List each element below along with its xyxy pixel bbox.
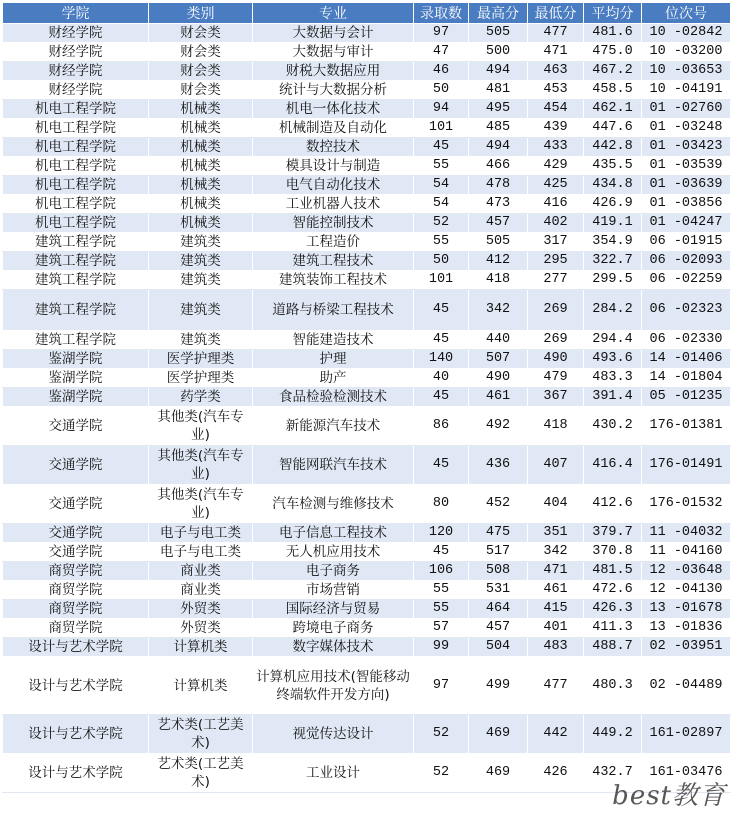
- cell-category: 机械类: [149, 195, 253, 214]
- cell-rank: 13 -01678: [642, 600, 731, 619]
- cell-college: 建筑工程学院: [3, 252, 149, 271]
- cell-rank: 01 -03639: [642, 176, 731, 195]
- cell-max-score: 478: [469, 176, 528, 195]
- table-row: [3, 100, 731, 119]
- cell-avg-score: 462.1: [584, 100, 642, 119]
- cell-major: 建筑工程技术: [253, 252, 414, 271]
- header-avg-score: 平均分: [584, 3, 642, 24]
- cell-category: 药学类: [149, 388, 253, 407]
- cell-rank: 02 -03951: [642, 638, 731, 657]
- cell-major: 电气自动化技术: [253, 176, 414, 195]
- cell-avg-score: 294.4: [584, 331, 642, 350]
- cell-max-score: 461: [469, 388, 528, 407]
- cell-rank: 02 -04489: [642, 657, 731, 715]
- cell-category: 建筑类: [149, 290, 253, 331]
- cell-major: 国际经济与贸易: [253, 600, 414, 619]
- cell-min-score: 461: [528, 581, 584, 600]
- cell-max-score: 504: [469, 638, 528, 657]
- cell-max-score: 517: [469, 543, 528, 562]
- cell-admitted: 40: [414, 369, 469, 388]
- cell-avg-score: 426.9: [584, 195, 642, 214]
- cell-major: 计算机应用技术(智能移动终端软件开发方向): [253, 657, 414, 715]
- cell-rank: 176-01532: [642, 485, 731, 524]
- table-row: [3, 715, 731, 754]
- cell-admitted: 120: [414, 524, 469, 543]
- cell-category: 艺术类(工艺美术): [149, 715, 253, 754]
- cell-min-score: 453: [528, 81, 584, 100]
- cell-major: 智能网联汽车技术: [253, 446, 414, 485]
- cell-rank: 01 -04247: [642, 214, 731, 233]
- cell-college: 商贸学院: [3, 600, 149, 619]
- cell-avg-score: 430.2: [584, 407, 642, 446]
- cell-rank: 12 -03648: [642, 562, 731, 581]
- cell-avg-score: 354.9: [584, 233, 642, 252]
- cell-avg-score: 475.0: [584, 43, 642, 62]
- cell-category: 建筑类: [149, 271, 253, 290]
- cell-rank: 176-01381: [642, 407, 731, 446]
- cell-category: 机械类: [149, 138, 253, 157]
- cell-min-score: 442: [528, 715, 584, 754]
- cell-admitted: 94: [414, 100, 469, 119]
- cell-avg-score: 391.4: [584, 388, 642, 407]
- cell-max-score: 466: [469, 157, 528, 176]
- cell-rank: 06 -02093: [642, 252, 731, 271]
- table-row: [3, 24, 731, 43]
- cell-admitted: 52: [414, 754, 469, 793]
- cell-admitted: 55: [414, 233, 469, 252]
- cell-category: 财会类: [149, 62, 253, 81]
- cell-max-score: 500: [469, 43, 528, 62]
- cell-major: 电子商务: [253, 562, 414, 581]
- cell-min-score: 463: [528, 62, 584, 81]
- cell-category: 外贸类: [149, 600, 253, 619]
- cell-category: 电子与电工类: [149, 543, 253, 562]
- cell-category: 计算机类: [149, 638, 253, 657]
- cell-admitted: 86: [414, 407, 469, 446]
- cell-major: 助产: [253, 369, 414, 388]
- table-row: [3, 271, 731, 290]
- cell-college: 交通学院: [3, 543, 149, 562]
- cell-college: 建筑工程学院: [3, 331, 149, 350]
- cell-college: 建筑工程学院: [3, 290, 149, 331]
- cell-admitted: 45: [414, 331, 469, 350]
- table-row: [3, 485, 731, 524]
- cell-admitted: 55: [414, 157, 469, 176]
- cell-admitted: 55: [414, 600, 469, 619]
- cell-admitted: 101: [414, 271, 469, 290]
- cell-min-score: 367: [528, 388, 584, 407]
- table-row: [3, 252, 731, 271]
- cell-avg-score: 426.3: [584, 600, 642, 619]
- cell-min-score: 269: [528, 290, 584, 331]
- cell-max-score: 499: [469, 657, 528, 715]
- cell-college: 交通学院: [3, 485, 149, 524]
- cell-min-score: 415: [528, 600, 584, 619]
- cell-max-score: 492: [469, 407, 528, 446]
- cell-college: 机电工程学院: [3, 195, 149, 214]
- cell-admitted: 52: [414, 214, 469, 233]
- cell-admitted: 97: [414, 24, 469, 43]
- cell-admitted: 47: [414, 43, 469, 62]
- cell-max-score: 440: [469, 331, 528, 350]
- cell-college: 机电工程学院: [3, 100, 149, 119]
- cell-min-score: 295: [528, 252, 584, 271]
- cell-college: 鉴湖学院: [3, 369, 149, 388]
- cell-category: 建筑类: [149, 331, 253, 350]
- cell-rank: 06 -02259: [642, 271, 731, 290]
- cell-max-score: 464: [469, 600, 528, 619]
- cell-rank: 10 -04191: [642, 81, 731, 100]
- cell-admitted: 45: [414, 543, 469, 562]
- table-row: [3, 157, 731, 176]
- cell-min-score: 490: [528, 350, 584, 369]
- table-row: [3, 119, 731, 138]
- cell-max-score: 469: [469, 715, 528, 754]
- cell-major: 新能源汽车技术: [253, 407, 414, 446]
- cell-admitted: 52: [414, 715, 469, 754]
- cell-min-score: 404: [528, 485, 584, 524]
- cell-min-score: 418: [528, 407, 584, 446]
- cell-category: 机械类: [149, 100, 253, 119]
- cell-college: 鉴湖学院: [3, 388, 149, 407]
- cell-max-score: 505: [469, 233, 528, 252]
- cell-admitted: 54: [414, 195, 469, 214]
- cell-admitted: 99: [414, 638, 469, 657]
- cell-major: 视觉传达设计: [253, 715, 414, 754]
- table-row: [3, 81, 731, 100]
- cell-college: 机电工程学院: [3, 138, 149, 157]
- table-row: [3, 233, 731, 252]
- table-row: [3, 195, 731, 214]
- table-row: [3, 638, 731, 657]
- cell-rank: 06 -02330: [642, 331, 731, 350]
- cell-admitted: 45: [414, 290, 469, 331]
- cell-avg-score: 434.8: [584, 176, 642, 195]
- cell-major: 数控技术: [253, 138, 414, 157]
- cell-category: 外贸类: [149, 619, 253, 638]
- cell-admitted: 140: [414, 350, 469, 369]
- cell-college: 财经学院: [3, 81, 149, 100]
- cell-min-score: 351: [528, 524, 584, 543]
- cell-rank: 06 -02323: [642, 290, 731, 331]
- cell-rank: 06 -01915: [642, 233, 731, 252]
- cell-max-score: 418: [469, 271, 528, 290]
- cell-admitted: 50: [414, 81, 469, 100]
- cell-rank: 11 -04160: [642, 543, 731, 562]
- cell-category: 其他类(汽车专业): [149, 407, 253, 446]
- cell-min-score: 425: [528, 176, 584, 195]
- cell-max-score: 481: [469, 81, 528, 100]
- cell-category: 其他类(汽车专业): [149, 446, 253, 485]
- cell-category: 其他类(汽车专业): [149, 485, 253, 524]
- cell-college: 商贸学院: [3, 619, 149, 638]
- cell-college: 财经学院: [3, 24, 149, 43]
- cell-avg-score: 467.2: [584, 62, 642, 81]
- cell-admitted: 80: [414, 485, 469, 524]
- cell-min-score: 342: [528, 543, 584, 562]
- table-row: [3, 138, 731, 157]
- cell-category: 医学护理类: [149, 350, 253, 369]
- table-row: [3, 619, 731, 638]
- cell-max-score: 436: [469, 446, 528, 485]
- cell-min-score: 477: [528, 657, 584, 715]
- cell-major: 工业设计: [253, 754, 414, 793]
- cell-college: 设计与艺术学院: [3, 657, 149, 715]
- cell-min-score: 477: [528, 24, 584, 43]
- cell-major: 大数据与审计: [253, 43, 414, 62]
- cell-category: 电子与电工类: [149, 524, 253, 543]
- cell-category: 艺术类(工艺美术): [149, 754, 253, 793]
- cell-major: 工业机器人技术: [253, 195, 414, 214]
- table-row: [3, 350, 731, 369]
- cell-college: 设计与艺术学院: [3, 754, 149, 793]
- cell-major: 护理: [253, 350, 414, 369]
- cell-major: 跨境电子商务: [253, 619, 414, 638]
- cell-admitted: 46: [414, 62, 469, 81]
- cell-admitted: 55: [414, 581, 469, 600]
- cell-college: 交通学院: [3, 407, 149, 446]
- header-rank: 位次号: [642, 3, 731, 24]
- cell-rank: 12 -04130: [642, 581, 731, 600]
- cell-admitted: 45: [414, 138, 469, 157]
- cell-max-score: 473: [469, 195, 528, 214]
- cell-max-score: 508: [469, 562, 528, 581]
- cell-college: 建筑工程学院: [3, 271, 149, 290]
- cell-college: 商贸学院: [3, 581, 149, 600]
- cell-avg-score: 493.6: [584, 350, 642, 369]
- table-row: [3, 331, 731, 350]
- cell-max-score: 452: [469, 485, 528, 524]
- cell-max-score: 495: [469, 100, 528, 119]
- cell-rank: 05 -01235: [642, 388, 731, 407]
- cell-college: 交通学院: [3, 524, 149, 543]
- cell-max-score: 494: [469, 138, 528, 157]
- table-row: [3, 524, 731, 543]
- cell-category: 财会类: [149, 43, 253, 62]
- cell-rank: 14 -01406: [642, 350, 731, 369]
- cell-major: 无人机应用技术: [253, 543, 414, 562]
- cell-admitted: 50: [414, 252, 469, 271]
- cell-college: 交通学院: [3, 446, 149, 485]
- cell-college: 鉴湖学院: [3, 350, 149, 369]
- cell-max-score: 475: [469, 524, 528, 543]
- cell-avg-score: 379.7: [584, 524, 642, 543]
- cell-college: 机电工程学院: [3, 157, 149, 176]
- cell-category: 商业类: [149, 581, 253, 600]
- header-major: 专业: [253, 3, 414, 24]
- cell-avg-score: 481.5: [584, 562, 642, 581]
- table-row: [3, 176, 731, 195]
- cell-max-score: 490: [469, 369, 528, 388]
- cell-major: 工程造价: [253, 233, 414, 252]
- cell-avg-score: 488.7: [584, 638, 642, 657]
- cell-major: 模具设计与制造: [253, 157, 414, 176]
- header-admitted: 录取数: [414, 3, 469, 24]
- table-row: [3, 43, 731, 62]
- cell-avg-score: 370.8: [584, 543, 642, 562]
- table-row: [3, 214, 731, 233]
- cell-min-score: 483: [528, 638, 584, 657]
- cell-major: 机械制造及自动化: [253, 119, 414, 138]
- table-row: [3, 657, 731, 715]
- cell-min-score: 429: [528, 157, 584, 176]
- cell-college: 设计与艺术学院: [3, 715, 149, 754]
- cell-major: 机电一体化技术: [253, 100, 414, 119]
- cell-min-score: 471: [528, 43, 584, 62]
- cell-avg-score: 416.4: [584, 446, 642, 485]
- cell-major: 建筑装饰工程技术: [253, 271, 414, 290]
- table-row: [3, 581, 731, 600]
- table-row: [3, 407, 731, 446]
- cell-rank: 13 -01836: [642, 619, 731, 638]
- cell-major: 道路与桥梁工程技术: [253, 290, 414, 331]
- cell-avg-score: 432.7: [584, 754, 642, 793]
- cell-avg-score: 483.3: [584, 369, 642, 388]
- cell-max-score: 457: [469, 619, 528, 638]
- table-row: [3, 446, 731, 485]
- cell-admitted: 57: [414, 619, 469, 638]
- cell-avg-score: 284.2: [584, 290, 642, 331]
- admission-table: [2, 2, 731, 793]
- cell-min-score: 401: [528, 619, 584, 638]
- cell-rank: 11 -04032: [642, 524, 731, 543]
- cell-admitted: 106: [414, 562, 469, 581]
- cell-admitted: 101: [414, 119, 469, 138]
- cell-college: 财经学院: [3, 43, 149, 62]
- cell-rank: 10 -02842: [642, 24, 731, 43]
- table-row: [3, 600, 731, 619]
- cell-rank: 161-03476: [642, 754, 731, 793]
- cell-max-score: 505: [469, 24, 528, 43]
- cell-major: 大数据与会计: [253, 24, 414, 43]
- cell-min-score: 402: [528, 214, 584, 233]
- cell-rank: 10 -03653: [642, 62, 731, 81]
- cell-max-score: 342: [469, 290, 528, 331]
- cell-category: 财会类: [149, 81, 253, 100]
- cell-category: 财会类: [149, 24, 253, 43]
- cell-admitted: 97: [414, 657, 469, 715]
- header-max-score: 最高分: [469, 3, 528, 24]
- watermark-logo: best教育: [612, 781, 726, 811]
- cell-avg-score: 449.2: [584, 715, 642, 754]
- table-row: [3, 290, 731, 331]
- cell-max-score: 457: [469, 214, 528, 233]
- cell-category: 机械类: [149, 157, 253, 176]
- cell-rank: 01 -02760: [642, 100, 731, 119]
- cell-min-score: 433: [528, 138, 584, 157]
- cell-college: 建筑工程学院: [3, 233, 149, 252]
- cell-major: 财税大数据应用: [253, 62, 414, 81]
- cell-avg-score: 458.5: [584, 81, 642, 100]
- cell-category: 医学护理类: [149, 369, 253, 388]
- cell-category: 计算机类: [149, 657, 253, 715]
- cell-rank: 161-02897: [642, 715, 731, 754]
- cell-min-score: 439: [528, 119, 584, 138]
- cell-admitted: 45: [414, 388, 469, 407]
- cell-avg-score: 412.6: [584, 485, 642, 524]
- cell-category: 建筑类: [149, 252, 253, 271]
- table-row: [3, 62, 731, 81]
- cell-avg-score: 299.5: [584, 271, 642, 290]
- cell-min-score: 317: [528, 233, 584, 252]
- cell-max-score: 485: [469, 119, 528, 138]
- cell-major: 食品检验检测技术: [253, 388, 414, 407]
- cell-min-score: 407: [528, 446, 584, 485]
- cell-min-score: 269: [528, 331, 584, 350]
- cell-avg-score: 411.3: [584, 619, 642, 638]
- cell-avg-score: 442.8: [584, 138, 642, 157]
- cell-category: 建筑类: [149, 233, 253, 252]
- header-college: 学院: [3, 3, 149, 24]
- cell-major: 智能建造技术: [253, 331, 414, 350]
- table-row: [3, 543, 731, 562]
- cell-rank: 01 -03248: [642, 119, 731, 138]
- cell-avg-score: 435.5: [584, 157, 642, 176]
- cell-admitted: 54: [414, 176, 469, 195]
- cell-category: 机械类: [149, 176, 253, 195]
- cell-rank: 176-01491: [642, 446, 731, 485]
- cell-major: 电子信息工程技术: [253, 524, 414, 543]
- cell-major: 数字媒体技术: [253, 638, 414, 657]
- header-min-score: 最低分: [528, 3, 584, 24]
- cell-category: 机械类: [149, 214, 253, 233]
- cell-rank: 14 -01804: [642, 369, 731, 388]
- cell-avg-score: 481.6: [584, 24, 642, 43]
- cell-max-score: 531: [469, 581, 528, 600]
- table-row: [3, 369, 731, 388]
- cell-min-score: 426: [528, 754, 584, 793]
- cell-college: 财经学院: [3, 62, 149, 81]
- header-category: 类别: [149, 3, 253, 24]
- cell-category: 商业类: [149, 562, 253, 581]
- cell-rank: 01 -03423: [642, 138, 731, 157]
- cell-min-score: 454: [528, 100, 584, 119]
- cell-max-score: 494: [469, 62, 528, 81]
- table-row: [3, 562, 731, 581]
- cell-avg-score: 419.1: [584, 214, 642, 233]
- cell-major: 智能控制技术: [253, 214, 414, 233]
- cell-college: 机电工程学院: [3, 119, 149, 138]
- cell-major: 汽车检测与维修技术: [253, 485, 414, 524]
- cell-avg-score: 480.3: [584, 657, 642, 715]
- cell-avg-score: 472.6: [584, 581, 642, 600]
- cell-min-score: 277: [528, 271, 584, 290]
- cell-min-score: 479: [528, 369, 584, 388]
- cell-major: 市场营销: [253, 581, 414, 600]
- cell-max-score: 507: [469, 350, 528, 369]
- cell-college: 商贸学院: [3, 562, 149, 581]
- cell-major: 统计与大数据分析: [253, 81, 414, 100]
- cell-college: 设计与艺术学院: [3, 638, 149, 657]
- cell-min-score: 416: [528, 195, 584, 214]
- cell-avg-score: 447.6: [584, 119, 642, 138]
- cell-college: 机电工程学院: [3, 214, 149, 233]
- cell-max-score: 412: [469, 252, 528, 271]
- cell-rank: 01 -03539: [642, 157, 731, 176]
- cell-rank: 01 -03856: [642, 195, 731, 214]
- cell-admitted: 45: [414, 446, 469, 485]
- cell-min-score: 471: [528, 562, 584, 581]
- header-row: [3, 3, 731, 24]
- cell-rank: 10 -03200: [642, 43, 731, 62]
- cell-max-score: 469: [469, 754, 528, 793]
- table-row: [3, 388, 731, 407]
- cell-category: 机械类: [149, 119, 253, 138]
- cell-avg-score: 322.7: [584, 252, 642, 271]
- cell-college: 机电工程学院: [3, 176, 149, 195]
